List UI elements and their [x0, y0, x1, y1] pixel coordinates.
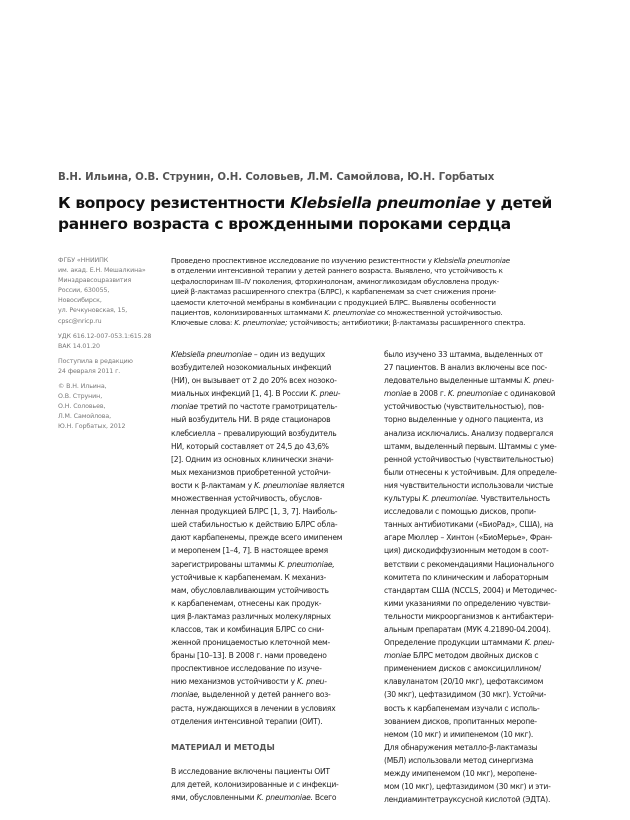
- title-species: Klebsiella pneumoniae: [290, 194, 481, 212]
- body-line: [171, 479, 381, 492]
- text: Всего: [312, 793, 337, 802]
- body-line: зованием дисков, пропитанных меропе-: [384, 716, 537, 726]
- species: Klebsiella pneumoniae: [433, 256, 510, 265]
- body-line: [384, 492, 594, 505]
- body-line: [384, 636, 594, 649]
- body-line: [171, 387, 381, 400]
- body-line: [171, 348, 381, 361]
- received-label: Поступила в редакцию: [58, 357, 133, 365]
- copyright-line: О.Н. Соловьев,: [58, 403, 106, 411]
- body-column-2: [384, 348, 594, 806]
- vak-code: ВАК 14.01.20: [58, 342, 100, 350]
- text: БЛРС методом двойных дисков с: [410, 651, 539, 661]
- keywords-label: Ключевые слова:: [171, 318, 235, 328]
- body-line: возбудителей нозокомиальных инфекций: [171, 363, 332, 373]
- species: K. pneumoniae.: [256, 793, 313, 802]
- title-line-2: раннего возраста с врожденными пороками сердца: [58, 215, 511, 233]
- body-line: мом (10 мкг), цефтазидимом (30 мкг) и эти-: [384, 782, 551, 792]
- body-line: для детей, колонизированные и с инфекци-: [171, 779, 339, 789]
- text: ледовательно выделенные штаммы: [384, 376, 525, 386]
- body-line: [384, 649, 594, 662]
- text: культуры: [384, 494, 423, 504]
- received-value: 24 февраля 2011 г.: [58, 367, 121, 375]
- body-line: [2]. Одним из основных клинически значи-: [171, 454, 334, 464]
- text: является: [307, 480, 345, 490]
- body-line: шей стабильностью к действию БЛРС обла-: [171, 520, 338, 530]
- body-line: альным препаратам (МУК 4.21890-04.2004).: [384, 624, 551, 634]
- body-line: было изучено 33 штамма, выделенных от: [384, 350, 543, 359]
- keywords: устойчивость; антибиотики; β-лактамазы расширенного спектра.: [287, 318, 526, 328]
- species: Klebsiella pneumoniae: [171, 350, 252, 359]
- body-line: ный возбудитель НИ. В ряде стационаров: [171, 415, 331, 425]
- title-line-1: [58, 193, 578, 214]
- text: Проведено проспективное исследование по изучению резистентности у: [171, 256, 434, 265]
- body-line: 27 пациентов. В анализ включены все пос-: [384, 363, 548, 373]
- text: пациентов, колонизированных штаммами: [171, 308, 325, 318]
- copyright-line: © В.Н. Ильина,: [58, 383, 107, 391]
- body-line: [171, 675, 381, 688]
- body-line: агаре Мюллер – Хинтон («БиоМерье», Фран-: [384, 533, 553, 543]
- body-line: браны [10–13]. В 2008 г. нами проведено: [171, 651, 327, 661]
- text: Определение продукции штаммами: [384, 638, 525, 648]
- body-line: торно выделенные у одного пациента, из: [384, 415, 544, 425]
- body-line: стандартам США (NCCLS, 2004) и Методичес-: [384, 585, 557, 595]
- article-title: [58, 193, 578, 235]
- title-text: К вопросу резистентности: [58, 194, 291, 212]
- body-line: НИ, который составляет от 24,5 до 43,6%: [171, 441, 329, 451]
- text: с одинаковой: [501, 389, 556, 399]
- body-line: дают карбапенемы, прежде всего имипенем: [171, 533, 343, 543]
- affiliation: [58, 256, 168, 327]
- body-line: ция) дискодиффузионным методом в соот-: [384, 546, 549, 556]
- body-line: кими указаниями по определению чувстви-: [384, 598, 551, 608]
- body-line: ренной устойчивостью (чувствительностью): [384, 454, 554, 464]
- abstract-line: в отделении интенсивной терапии у детей раннего возраста. Выявлено, что устойчивость к: [171, 266, 503, 276]
- body-line: клавуланатом (20/10 мкг), цефотаксимом: [384, 677, 544, 687]
- abstract-line: цефалоспоринам III–IV поколения, фторхинолонам, аминогликозидам обусловлена продук-: [171, 276, 500, 286]
- body-line: (30 мкг), цефтазидимом (30 мкг). Устойчи-: [384, 690, 547, 700]
- body-line: (НИ), он вызывает от 2 до 20% всех нозоко-: [171, 376, 337, 386]
- body-line: классов, так и комбинация БЛРС со сни-: [171, 624, 324, 634]
- copyright-line: О.В. Струнин,: [58, 393, 103, 401]
- body-line: множественная устойчивость, обуслов-: [171, 494, 322, 504]
- received-date: [58, 357, 168, 377]
- copyright-line: Л.М. Самойлова,: [58, 413, 112, 421]
- body-line: ния чувствительности использовали чистые: [384, 480, 554, 490]
- body-line: вость к карбапенемам изучали с исполь-: [384, 703, 540, 713]
- body-line: штамм, выделенный первым. Штаммы с уме-: [384, 441, 557, 451]
- text: Чувствительность: [478, 494, 550, 504]
- body-line: ветствии с рекомендациями Национального: [384, 559, 554, 569]
- species: K. pneu-: [524, 376, 554, 386]
- body-line: мам, обусловлавливающим устойчивость: [171, 585, 329, 595]
- body-line: устойчивостью (чувствительностью), пов-: [384, 402, 544, 412]
- body-line: были отнесены к устойчивым. Для определе-: [384, 467, 557, 477]
- affiliation-line: ул. Речкуновская, 15,: [58, 307, 128, 315]
- body-line: [171, 400, 381, 413]
- body-line: лендиаминтетрауксусной кислотой (ЭДТА).: [384, 795, 551, 805]
- body-line: анализа исключались. Анализу подвергался: [384, 428, 554, 438]
- text: нию механизмов устойчивости у: [171, 677, 298, 687]
- abstract-line: [171, 308, 611, 318]
- affiliation-line: России, 630055,: [58, 287, 110, 295]
- body-line: проспективное исследование по изуче-: [171, 664, 322, 674]
- authors-line: В.Н. Ильина, О.В. Струнин, О.Н. Соловьев, Л.М. Самойлова, Ю.Н. Горбатых: [58, 172, 495, 183]
- affiliation-line: Новосибирск,: [58, 297, 102, 305]
- sidebar-meta: [58, 256, 168, 438]
- species: K. pneumoniae: [254, 480, 308, 490]
- body-line: мых механизмов приобретенной устойчи-: [171, 467, 331, 477]
- abstract-line: [171, 256, 611, 266]
- section-heading-methods: МАТЕРИАЛ И МЕТОДЫ: [171, 742, 275, 752]
- body-line: женной проницаемостью клеточной мем-: [171, 638, 331, 648]
- keywords-line: [171, 318, 611, 328]
- body-line: между имипенемом (10 мкг), меропене-: [384, 769, 537, 778]
- body-line: танных антибиотиками («БиоРад», США), на: [384, 520, 554, 530]
- body-column-1: [171, 348, 381, 804]
- species: K. pneumoniae: [324, 308, 376, 318]
- title-text: у детей: [480, 194, 553, 212]
- body-line: применением дисков с амоксициллином/: [384, 664, 541, 674]
- body-line: раста, нуждающихся в лечении в условиях: [171, 703, 336, 713]
- species: moniae,: [171, 690, 200, 700]
- body-line: устойчивые к карбапенемам. К механиз-: [171, 572, 327, 582]
- species: moniae: [171, 402, 198, 412]
- body-line: [384, 387, 594, 400]
- species: K. pneumoniae.: [422, 494, 479, 504]
- affiliation-line: ФГБУ «ННИИПК: [58, 257, 109, 264]
- affiliation-line: Минздравсоцразвития: [58, 277, 132, 285]
- body-line: [171, 791, 381, 804]
- body-line: и меропенем [1–4, 7]. В настоящее время: [171, 546, 328, 556]
- classification-codes: [58, 332, 168, 352]
- text: со множественной устойчивостью.: [375, 308, 503, 318]
- species: moniae: [384, 651, 411, 661]
- email-link[interactable]: cpsc@nricp.ru: [58, 317, 102, 325]
- species: K. pneu-: [524, 638, 555, 648]
- text: зарегистрированы штаммы: [171, 559, 279, 569]
- body-line: [384, 374, 594, 387]
- text: миальных инфекций [1, 4]. В России: [171, 389, 311, 399]
- body-line: тельности микроорганизмов к антибактери-: [384, 611, 554, 621]
- species: K. pneu-: [310, 389, 341, 399]
- text: вости к β-лактамам у: [171, 480, 255, 490]
- text: выделенной у детей раннего воз-: [199, 690, 331, 700]
- body-line: немом (10 мкг) и имипенемом (10 мкг).: [384, 729, 534, 739]
- body-line: [171, 558, 381, 571]
- body-line: ция β-лактамаз различных молекулярных: [171, 611, 331, 621]
- species: K. pneu-: [297, 677, 327, 687]
- species: K. pneumoniae,: [278, 559, 335, 569]
- abstract-line: цаемости клеточной мембраны в комбинации с продукцией БЛРС. Выявлены особенности: [171, 297, 496, 307]
- species: K. pneumoniae: [447, 389, 502, 399]
- body-line: (МБЛ) использовали метод синергизма: [384, 755, 534, 765]
- body-line: ленная продукцией БЛРС [1, 3, 7]. Наиболь-: [171, 507, 338, 517]
- copyright: [58, 382, 168, 432]
- text: – один из ведущих: [251, 350, 325, 359]
- body-line: клебсиелла – превалирующий возбудитель: [171, 428, 337, 438]
- body-line: к карбапенемам, отнесены как продук-: [171, 598, 322, 608]
- udk-code: УДК 616.12-007-053.1:615.28: [58, 332, 152, 340]
- text: третий по частоте грамотрицатель-: [197, 402, 338, 412]
- species: K. pneumoniae;: [234, 318, 288, 328]
- abstract: [171, 256, 611, 329]
- body-line: В исследование включены пациенты ОИТ: [171, 766, 330, 776]
- body-line: [171, 688, 381, 701]
- text: в 2008 г.: [410, 389, 448, 399]
- copyright-line: Ю.Н. Горбатых, 2012: [58, 423, 126, 431]
- affiliation-line: им. акад. Е.Н. Мешалкина»: [58, 267, 146, 275]
- body-line: отделения интенсивной терапии (ОИТ).: [171, 716, 323, 726]
- body-line: исследовали с помощью дисков, пропи-: [384, 507, 537, 517]
- text: ями, обусловленными: [171, 793, 257, 802]
- body-line: комитета по клиническим и лабораторным: [384, 572, 549, 582]
- species: moniae: [384, 389, 411, 399]
- abstract-line: цией β-лактамаз расширенного спектра (БЛРС), к карбапенемам за счет снижения прони-: [171, 287, 496, 297]
- body-line: Для обнаружения металло-β-лактамазы: [384, 742, 538, 752]
